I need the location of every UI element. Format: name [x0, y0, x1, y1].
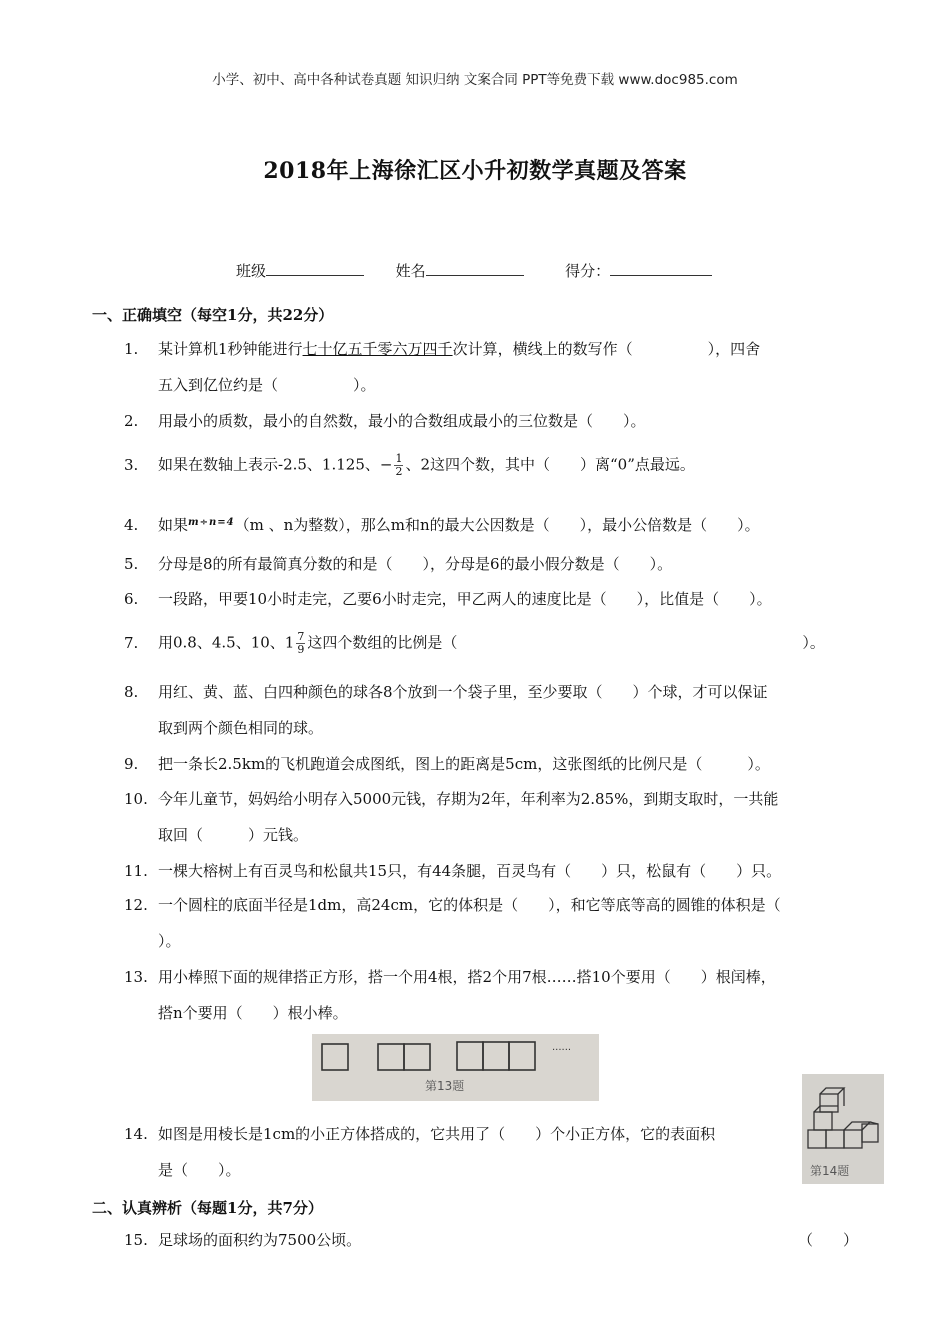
question-5: 5. 分母是8的所有最简真分数的和是（ ），分母是6的最小假分数是（ ）。: [124, 555, 673, 573]
class-label: 班级: [236, 262, 267, 280]
question-12-cont: ）。: [158, 932, 181, 950]
score-label: 得分：: [565, 262, 611, 280]
question-1: 1. 某计算机1秒钟能进行七十亿五千零六万四千次计算，横线上的数写作（ ），四舍: [124, 340, 761, 358]
section-2-heading: 二、认真辨析（每题1分，共7分）: [92, 1199, 323, 1217]
svg-text:......: ......: [552, 1042, 572, 1053]
answer-parens[interactable]: （ ）: [798, 1231, 859, 1249]
score-field[interactable]: [610, 261, 712, 276]
question-11: 11. 一棵大榕树上有百灵鸟和松鼠共15只，有44条腿，百灵鸟有（ ）只，松鼠有（ ）只。: [124, 862, 782, 880]
question-14: 14. 如图是用棱长是1cm的小正方体搭成的，它共用了（ ）个小正方体，它的表面积: [124, 1125, 716, 1143]
question-8: 8. 用红、黄、蓝、白四种颜色的球各8个放到一个袋子里，至少要取（ ）个球，才可以保证: [124, 683, 768, 701]
question-3: 3. 如果在数轴上表示-2.5、1.125、− $\frac{1}{2}$ 、2这四个数，其中（ ）离“0”点最远。: [124, 452, 695, 478]
question-10: 10. 今年儿童节，妈妈给小明存入5000元钱，存期为2年，年利率为2.85%，到期支取时，一共能: [124, 790, 779, 808]
figure-14-cubes: [802, 1074, 884, 1184]
question-1-cont: 五入到亿位约是（ ）。: [158, 376, 376, 394]
page-title: 2018年上海徐汇区小升初数学真题及答案: [263, 158, 687, 184]
question-9: 9. 把一条长2.5km的飞机跑道会成图纸，图上的距离是5cm，这张图纸的比例尺是（ ）。: [124, 755, 770, 773]
question-8-cont: 取到两个颜色相同的球。: [158, 719, 324, 737]
figure-13-squares: [312, 1034, 599, 1101]
page-header: 小学、初中、高中各种试卷真题 知识归纳 文案合同 PPT等免费下载 www.doc985.com: [212, 72, 738, 88]
question-6: 6. 一段路，甲要10小时走完，乙要6小时走完，甲乙两人的速度比是（ ），比值是（ ）。: [124, 590, 772, 608]
question-13: 13. 用小棒照下面的规律搭正方形，搭一个用4根，搭2个用7根……搭10个要用（ ）根闰棒，: [124, 968, 776, 986]
question-2: 2. 用最小的质数，最小的自然数，最小的合数组成最小的三位数是（ ）。: [124, 412, 646, 430]
question-14-cont: 是（ ）。: [158, 1161, 241, 1179]
fraction-seven-ninths: $\frac{7}{9}$: [297, 630, 305, 656]
question-4: 4. 如果$^{m\div n=4}$（m 、n为整数），那么m和n的最大公因数是（ ），最小公倍数是（ ）。: [124, 516, 760, 534]
name-label: 姓名: [395, 262, 426, 280]
figure-14-label: 第14题: [810, 1164, 850, 1178]
question-7: 7. 用0.8、4.5、10、1 $\frac{7}{9}$ 这四个数组的比例是（ ）。: [124, 630, 825, 656]
figure-13-label: 第13题: [425, 1079, 465, 1093]
formula-image: m÷n=4: [188, 517, 235, 528]
fraction-half: $\frac{1}{2}$: [395, 452, 403, 478]
question-12: 12. 一个圆柱的底面半径是1dm，高24cm，它的体积是（ ），和它等底等高的圆锥的体积是（: [124, 896, 781, 914]
question-10-cont: 取回（ ）元钱。: [158, 826, 309, 844]
section-1-heading: 一、正确填空（每空1分，共22分）: [92, 306, 334, 324]
name-field[interactable]: [426, 261, 524, 276]
student-info: [236, 260, 712, 281]
class-field[interactable]: [266, 261, 364, 276]
question-13-cont: 搭n个要用（ ）根小棒。: [158, 1004, 348, 1022]
question-15: 15. 足球场的面积约为7500公顷。: [124, 1231, 362, 1249]
underlined-number: 七十亿五千零六万四千: [302, 340, 453, 358]
